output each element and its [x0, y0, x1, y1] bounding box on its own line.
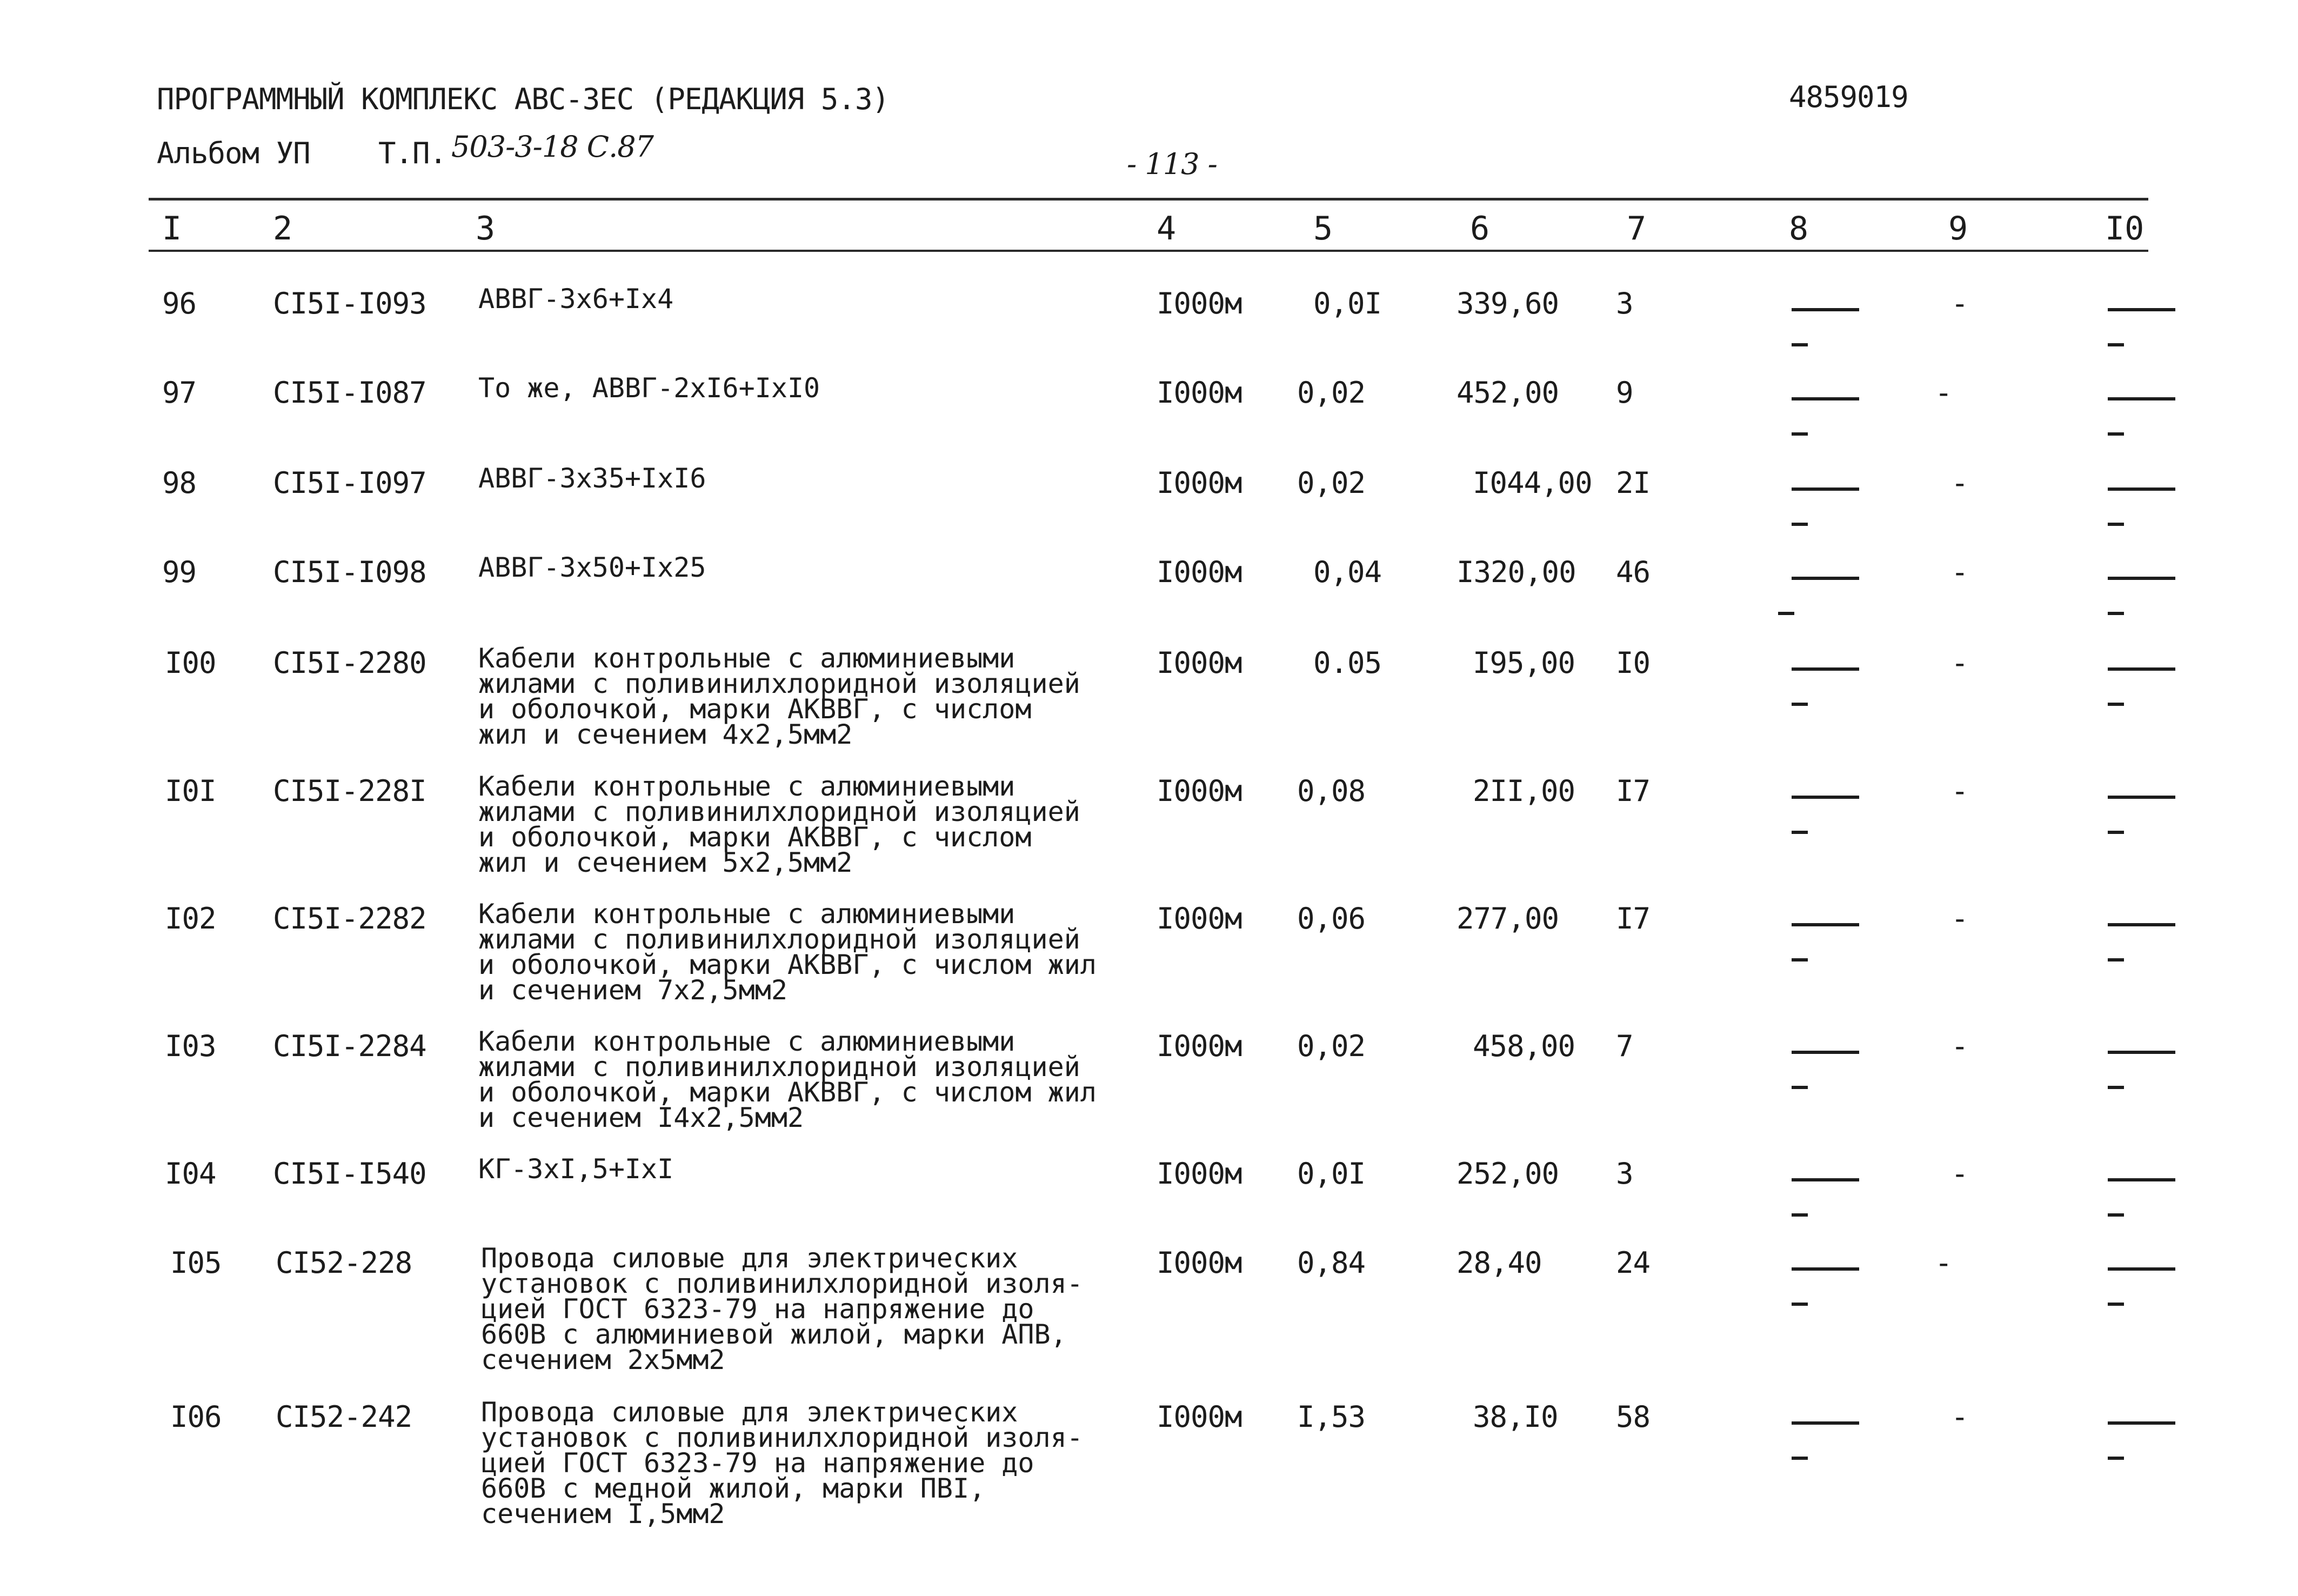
dash-mark	[2108, 397, 2175, 400]
row-col9: -	[1951, 901, 1968, 936]
col-header-2: 2	[273, 210, 293, 248]
dash-mark	[2108, 343, 2124, 346]
dash-mark	[2108, 612, 2124, 615]
row-code: CI5I-I098	[273, 555, 426, 589]
dash-mark	[2108, 1421, 2175, 1425]
dash-mark	[1792, 432, 1808, 436]
dash-mark	[2108, 577, 2175, 580]
row-number: 96	[162, 286, 197, 320]
page-number: - 113 -	[1127, 147, 1217, 181]
row-col9: -	[1935, 376, 1952, 410]
row-unit: I000м	[1157, 376, 1242, 410]
dash-mark	[1792, 667, 1859, 671]
row-price: 38,I0	[1473, 1400, 1558, 1434]
row-description: Кабели контрольные с алюминиевыми жилами с поливинилхлоридной изоляцией и оболочкой, марки АКВВГ, с числом жил и сечением I4х2,5мм2	[478, 1026, 1097, 1133]
table-top-rule	[149, 198, 2148, 201]
row-description: Провода силовые для электрических установок с поливинилхлоридной изоля- цией ГОСТ 6323-79 на напряжение до 660В с медной жилой, марки ПВI, сечением I,5мм2	[481, 1397, 1083, 1530]
dash-mark	[1792, 1178, 1859, 1181]
row-price: I320,00	[1457, 555, 1576, 589]
dash-mark	[1792, 958, 1808, 961]
row-number: I00	[165, 646, 216, 680]
dash-mark	[1792, 1267, 1859, 1271]
row-number: I04	[165, 1157, 216, 1191]
row-quantity: 0,02	[1297, 466, 1366, 500]
dash-mark	[2108, 1213, 2124, 1217]
dash-mark	[2108, 523, 2124, 526]
col-header-10: I0	[2105, 210, 2145, 248]
tp-value: 503-3-18 С.87	[451, 130, 653, 164]
row-number: I05	[170, 1246, 222, 1280]
dash-mark	[2108, 1457, 2124, 1460]
dash-mark	[2108, 958, 2124, 961]
row-quantity: 0,02	[1297, 376, 1366, 410]
row-code: CI52-242	[276, 1400, 412, 1434]
col-header-7: 7	[1627, 210, 1647, 248]
row-price: 458,00	[1473, 1029, 1575, 1063]
dash-mark	[1778, 612, 1794, 615]
row-description: Провода силовые для электрических установок с поливинилхлоридной изоля- цией ГОСТ 6323-79 на напряжение до 660В с алюминиевой жилой, марки АПВ, сечением 2х5мм2	[481, 1243, 1083, 1375]
dash-mark	[2108, 1267, 2175, 1271]
row-col9: -	[1951, 1400, 1968, 1434]
row-quantity: I,53	[1297, 1400, 1366, 1434]
row-col9: -	[1951, 286, 1968, 320]
dash-mark	[1792, 831, 1808, 834]
row-unit: I000м	[1157, 901, 1242, 936]
tp-label: Т.П.	[378, 136, 447, 170]
dash-mark	[2108, 1178, 2175, 1181]
row-col9: -	[1951, 466, 1968, 500]
row-quantity: 0,08	[1297, 774, 1366, 808]
row-price: 2II,00	[1473, 774, 1575, 808]
row-code: CI5I-I087	[273, 376, 426, 410]
row-quantity: 0,06	[1297, 901, 1366, 936]
document-number: 4859019	[1789, 80, 1908, 114]
dash-mark	[1792, 1051, 1859, 1054]
dash-mark	[2108, 488, 2175, 491]
album-label: Альбом УП	[157, 136, 310, 170]
dash-mark	[2108, 1303, 2124, 1306]
row-col9: -	[1951, 774, 1968, 808]
dash-mark	[1792, 796, 1859, 799]
row-price: 252,00	[1457, 1157, 1559, 1191]
dash-mark	[1792, 1086, 1808, 1089]
row-unit: I000м	[1157, 1157, 1242, 1191]
row-col9: -	[1935, 1246, 1952, 1280]
row-number: I03	[165, 1029, 216, 1063]
dash-mark	[1792, 1421, 1859, 1425]
dash-mark	[2108, 1051, 2175, 1054]
row-code: CI5I-I097	[273, 466, 426, 500]
row-quantity: 0,02	[1297, 1029, 1366, 1063]
row-quantity: 0,0I	[1297, 1157, 1366, 1191]
row-price: I044,00	[1473, 466, 1592, 500]
row-number: 99	[162, 555, 197, 589]
dash-mark	[2108, 796, 2175, 799]
dash-mark	[1792, 1457, 1808, 1460]
table-header-rule	[149, 250, 2148, 252]
row-code: CI5I-2280	[273, 646, 426, 680]
row-unit: I000м	[1157, 646, 1242, 680]
row-col7: I7	[1616, 774, 1651, 808]
dash-mark	[2108, 923, 2175, 926]
row-number: I02	[165, 901, 216, 936]
row-unit: I000м	[1157, 286, 1242, 320]
row-unit: I000м	[1157, 555, 1242, 589]
row-unit: I000м	[1157, 466, 1242, 500]
row-col7: 9	[1616, 376, 1633, 410]
row-col7: I7	[1616, 901, 1651, 936]
row-col7: 2I	[1616, 466, 1651, 500]
row-code: CI52-228	[276, 1246, 412, 1280]
dash-mark	[1792, 523, 1808, 526]
row-number: 97	[162, 376, 197, 410]
program-title: ПРОГРАММНЫЙ КОМПЛЕКС АВС-ЗЕС (РЕДАКЦИЯ 5.3)	[157, 82, 889, 116]
row-price: 452,00	[1457, 376, 1559, 410]
row-description: АВВГ-3х35+IхI6	[478, 463, 706, 494]
row-unit: I000м	[1157, 1400, 1242, 1434]
row-number: 98	[162, 466, 197, 500]
row-price: 28,40	[1457, 1246, 1542, 1280]
dash-mark	[1792, 577, 1859, 580]
row-price: 277,00	[1457, 901, 1559, 936]
dash-mark	[1792, 488, 1859, 491]
row-description: АВВГ-3х6+Iх4	[478, 283, 674, 315]
row-col7: 58	[1616, 1400, 1651, 1434]
dash-mark	[2108, 667, 2175, 671]
row-quantity: 0,0I	[1313, 286, 1382, 320]
row-quantity: 0,84	[1297, 1246, 1366, 1280]
row-description: Кабели контрольные с алюминиевыми жилами с поливинилхлоридной изоляцией и оболочкой, марки АКВВГ, с числом жил и сечением 7х2,5мм2	[478, 898, 1097, 1006]
row-col7: 7	[1616, 1029, 1633, 1063]
dash-mark	[2108, 308, 2175, 311]
row-col9: -	[1951, 1029, 1968, 1063]
dash-mark	[1792, 343, 1808, 346]
row-unit: I000м	[1157, 1246, 1242, 1280]
col-header-1: I	[162, 210, 182, 248]
dash-mark	[2108, 703, 2124, 706]
dash-mark	[1792, 397, 1859, 400]
row-col9: -	[1951, 646, 1968, 680]
row-price: 339,60	[1457, 286, 1559, 320]
col-header-6: 6	[1470, 210, 1490, 248]
row-col7: 46	[1616, 555, 1651, 589]
row-number: I0I	[165, 774, 216, 808]
row-description: То же, АВВГ-2хI6+IхI0	[478, 372, 820, 404]
row-code: CI5I-I540	[273, 1157, 426, 1191]
dash-mark	[2108, 831, 2124, 834]
dash-mark	[1792, 703, 1808, 706]
row-col9: -	[1951, 555, 1968, 589]
row-col7: I0	[1616, 646, 1651, 680]
row-col7: 3	[1616, 286, 1633, 320]
row-col7: 24	[1616, 1246, 1651, 1280]
col-header-3: 3	[476, 210, 496, 248]
row-description: АВВГ-3х50+Iх25	[478, 552, 706, 583]
row-col9: -	[1951, 1157, 1968, 1191]
row-description: Кабели контрольные с алюминиевыми жилами с поливинилхлоридной изоляцией и оболочкой, марки АКВВГ, с числом жил и сечением 4х2,5мм2	[478, 643, 1080, 750]
col-header-5: 5	[1313, 210, 1333, 248]
row-unit: I000м	[1157, 774, 1242, 808]
dash-mark	[2108, 1086, 2124, 1089]
row-quantity: 0,04	[1313, 555, 1382, 589]
dash-mark	[1792, 923, 1859, 926]
dash-mark	[1792, 308, 1859, 311]
row-col7: 3	[1616, 1157, 1633, 1191]
row-price: I95,00	[1473, 646, 1575, 680]
dash-mark	[1792, 1303, 1808, 1306]
row-code: CI5I-2284	[273, 1029, 426, 1063]
row-code: CI5I-228I	[273, 774, 426, 808]
col-header-8: 8	[1789, 210, 1809, 248]
col-header-4: 4	[1157, 210, 1177, 248]
row-description: КГ-3хI,5+IхI	[478, 1153, 674, 1185]
dash-mark	[1792, 1213, 1808, 1217]
row-unit: I000м	[1157, 1029, 1242, 1063]
row-number: I06	[170, 1400, 222, 1434]
row-code: CI5I-I093	[273, 286, 426, 320]
dash-mark	[2108, 432, 2124, 436]
row-code: CI5I-2282	[273, 901, 426, 936]
row-quantity: 0.05	[1313, 646, 1382, 680]
col-header-9: 9	[1948, 210, 1968, 248]
row-description: Кабели контрольные с алюминиевыми жилами с поливинилхлоридной изоляцией и оболочкой, марки АКВВГ, с числом жил и сечением 5х2,5мм2	[478, 771, 1080, 878]
